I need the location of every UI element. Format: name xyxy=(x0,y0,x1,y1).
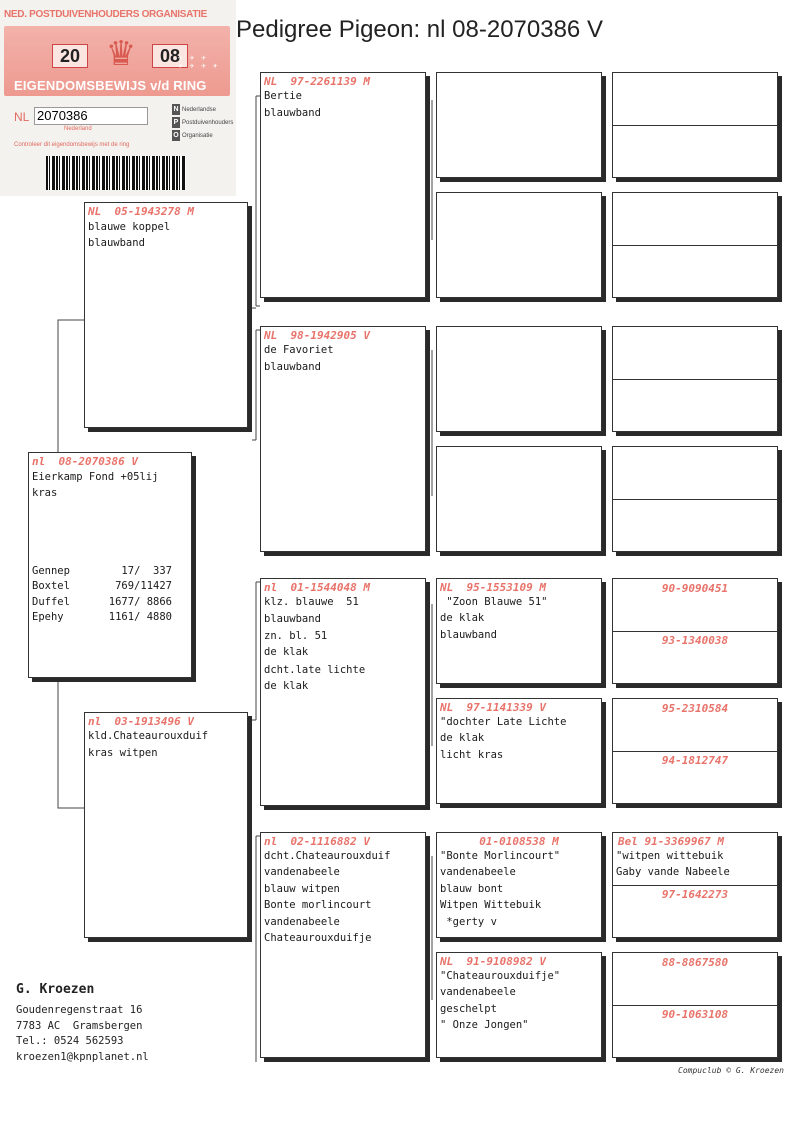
gen4-divider xyxy=(613,631,777,632)
pigeon-line: de Favoriet xyxy=(264,344,334,356)
breeder-name: G. Kroezen xyxy=(16,982,95,997)
pigeon-line: vandenabeele xyxy=(440,986,516,999)
pigeon-ring: nl 01-1544048 M xyxy=(264,581,370,594)
pigeon-line: blauw witpen xyxy=(264,882,340,895)
great-grandparent-box xyxy=(436,72,602,178)
pigeon-line: Bonte morlincourt xyxy=(264,899,372,912)
pigeon-line: de klak xyxy=(440,612,485,625)
flying-pigeons-icon: ✈ ✈ ✈ ✈ ✈ ✈ ✈ xyxy=(178,53,219,70)
certificate-year-left: 20 xyxy=(52,44,88,68)
pigeon-line: licht kras xyxy=(440,748,504,761)
race-result-row xyxy=(29,564,191,579)
pigeon-line: blauw bont xyxy=(440,882,504,895)
pigeon-line: dcht.Chateaurouxduif xyxy=(264,850,391,862)
npo-letter: P xyxy=(173,119,179,126)
pigeon-ring: NL 91-9108982 V xyxy=(440,955,546,968)
pigeon-line: vandenabeele xyxy=(440,866,516,879)
breeder-address: Goudenregenstraat 16 xyxy=(16,1004,143,1016)
lion-crest-icon: ♛ xyxy=(108,26,134,75)
pigeon-line: dcht.late lichte xyxy=(264,663,366,676)
great-grandparent-box xyxy=(436,952,602,1058)
gen4-divider xyxy=(613,1005,777,1006)
grandparent-box xyxy=(260,832,426,1058)
race-position: 769/11427 xyxy=(115,580,172,593)
gen4-divider xyxy=(613,751,777,752)
pigeon-line: blauwe koppel xyxy=(88,221,171,233)
race-place: Epehy xyxy=(32,611,64,624)
pigeon-line: "Bonte Morlincourt" xyxy=(440,850,561,862)
certificate-ring-number: 2070386 xyxy=(34,107,148,125)
npo-line: Nederlandse xyxy=(182,107,217,113)
pigeon-line: Bertie xyxy=(264,90,302,102)
gen4-divider xyxy=(613,245,777,246)
gen4-box xyxy=(612,446,778,552)
pigeon-line: zn. bl. 51 xyxy=(264,629,328,642)
npo-line: Postduivenhouders xyxy=(182,120,234,126)
pigeon-line: *gerty v xyxy=(440,915,497,928)
gen4-divider xyxy=(613,379,777,380)
pigeon-line: vandenabeele xyxy=(264,866,340,879)
great-grandparent-box xyxy=(436,326,602,432)
credit: Compuclub © G. Kroezen xyxy=(678,1066,784,1075)
pigeon-line: de klak xyxy=(264,680,309,693)
gen4-box xyxy=(612,698,778,804)
pigeon-line: blauwband xyxy=(264,613,321,626)
gen4-box xyxy=(612,832,778,938)
breeder-phone: Tel.: 0524 562593 xyxy=(16,1035,124,1047)
race-result-row xyxy=(29,610,191,625)
pigeon-ring: 93-1340038 xyxy=(661,634,729,647)
pigeon-line: de klak xyxy=(440,732,485,745)
pigeon-line: blauwband xyxy=(264,361,321,374)
great-grandparent-box xyxy=(436,698,602,804)
certificate-country-code: NL xyxy=(14,110,30,124)
pigeon-line: geschelpt xyxy=(440,1002,497,1015)
subject-box xyxy=(28,452,192,678)
gen4-box xyxy=(612,192,778,298)
gen4-divider xyxy=(613,885,777,886)
pigeon-line: de klak xyxy=(264,646,309,659)
pigeon-ring: 94-1812747 xyxy=(661,754,729,767)
sire-box xyxy=(84,202,248,428)
pigeon-line: Chateaurouxduifje xyxy=(264,932,372,945)
race-result-row xyxy=(29,595,191,610)
great-grandparent-box xyxy=(436,832,602,938)
ownership-certificate xyxy=(0,0,236,196)
barcode xyxy=(46,156,186,190)
pigeon-ring: NL 97-1141339 V xyxy=(440,701,546,714)
race-place: Duffel xyxy=(32,595,70,608)
great-grandparent-box xyxy=(436,578,602,684)
pigeon-line: kld.Chateaurouxduif xyxy=(88,730,209,742)
pigeon-line: vandenabeele xyxy=(264,915,340,928)
pigeon-line: Gaby vande Nabeele xyxy=(616,866,730,879)
certificate-note: Controleer dit eigendomsbewijs met de ring xyxy=(14,142,130,148)
pigeon-ring: nl 08-2070386 V xyxy=(32,455,138,468)
breeder-email: kroezen1@kpnplanet.nl xyxy=(16,1050,149,1063)
gen4-box xyxy=(612,952,778,1058)
pigeon-line: kras xyxy=(32,487,58,500)
gen4-divider xyxy=(613,125,777,126)
gen4-box xyxy=(612,72,778,178)
pigeon-line: "Zoon Blauwe 51" xyxy=(440,596,548,608)
breeder-city: 7783 AC Gramsbergen xyxy=(16,1019,143,1032)
pigeon-ring: NL 05-1943278 M xyxy=(88,205,194,218)
pigeon-line: " Onze Jongen" xyxy=(440,1019,529,1032)
dam-box xyxy=(84,712,248,938)
pigeon-ring: 88-8867580 xyxy=(661,956,729,969)
gen4-box xyxy=(612,326,778,432)
race-position: 1161/ 4880 xyxy=(108,611,172,624)
npo-line: Organisatie xyxy=(182,133,213,139)
certificate-year-right: 08 xyxy=(152,44,188,68)
great-grandparent-box xyxy=(436,446,602,552)
pigeon-ring: 01-0108538 M xyxy=(479,835,559,848)
pigeon-ring: 95-2310584 xyxy=(661,702,729,715)
pigeon-ring: Bel 91-3369967 M xyxy=(618,835,724,848)
pigeon-line: kras witpen xyxy=(88,747,158,760)
pigeon-ring: 90-9090451 xyxy=(661,582,729,595)
pigeon-ring: 90-1063108 xyxy=(661,1008,729,1021)
grandparent-box xyxy=(260,326,426,552)
gen4-divider xyxy=(613,499,777,500)
npo-logo xyxy=(172,104,233,143)
race-position: 17/ 337 xyxy=(121,564,172,577)
pigeon-ring: NL 97-2261139 M xyxy=(264,75,370,88)
race-place: Gennep xyxy=(32,564,70,577)
npo-letter: O xyxy=(173,132,179,139)
pigeon-line: "Chateaurouxduifje" xyxy=(440,970,561,982)
pigeon-ring: NL 95-1553109 M xyxy=(440,581,546,594)
race-result-row xyxy=(29,579,191,594)
pigeon-line: "witpen wittebuik xyxy=(616,850,724,862)
race-place: Boxtel xyxy=(32,580,70,593)
pigeon-line: klz. blauwe 51 xyxy=(264,596,359,608)
pigeon-line: blauwband xyxy=(264,107,321,120)
pigeon-ring: nl 02-1116882 V xyxy=(264,835,370,848)
breeder-info xyxy=(16,982,149,1065)
grandparent-box xyxy=(260,578,426,806)
gen4-box xyxy=(612,578,778,684)
pigeon-line: Witpen Wittebuik xyxy=(440,899,542,912)
pigeon-line: "dochter Late Lichte xyxy=(440,716,567,728)
pigeon-ring: nl 03-1913496 V xyxy=(88,715,194,728)
pigeon-ring: NL 98-1942905 V xyxy=(264,329,370,342)
great-grandparent-box xyxy=(436,192,602,298)
race-position: 1677/ 8866 xyxy=(108,595,172,608)
grandparent-box xyxy=(260,72,426,298)
npo-letter: N xyxy=(173,106,179,113)
certificate-organisation: NED. POSTDUIVENHOUDERS ORGANISATIE xyxy=(4,9,207,20)
pigeon-line: blauwband xyxy=(88,237,145,250)
pigeon-line: Eierkamp Fond +05lij xyxy=(32,471,159,483)
page-title: Pedigree Pigeon: nl 08-2070386 V xyxy=(236,16,603,43)
certificate-country: Nederland xyxy=(64,126,92,132)
certificate-label: EIGENDOMSBEWIJS v/d RING xyxy=(14,78,207,93)
pigeon-ring: 97-1642273 xyxy=(661,888,729,901)
pigeon-line: blauwband xyxy=(440,628,497,641)
